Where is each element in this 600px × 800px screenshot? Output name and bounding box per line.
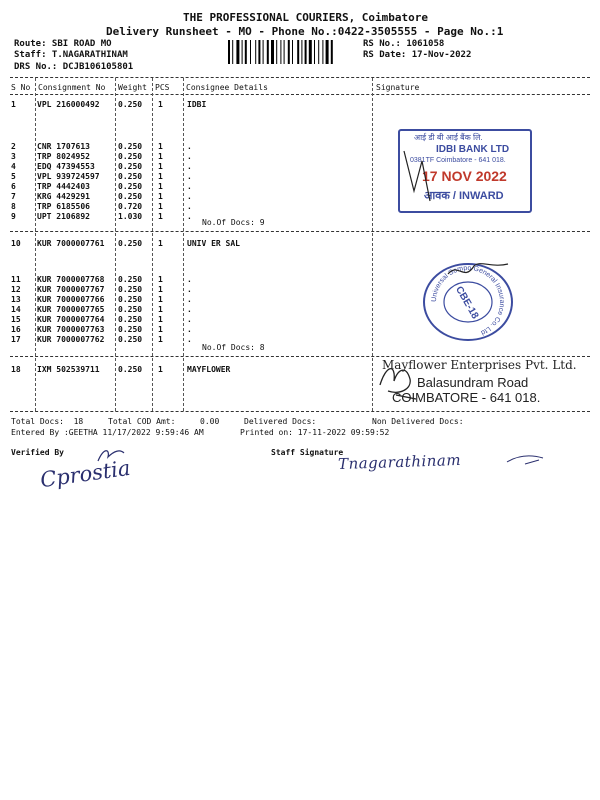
cell-pcs: 1 — [158, 305, 163, 314]
col-header-pcs: PCS — [155, 83, 170, 92]
verified-by-signature: Cprostia — [38, 455, 132, 493]
cell-sno: 15 — [11, 315, 21, 324]
col-header-signature: Signature — [376, 83, 420, 92]
cell-weight: 0.250 — [118, 325, 143, 334]
cell-sno: 4 — [11, 162, 16, 171]
col-separator — [35, 78, 36, 411]
cell-weight: 0.250 — [118, 192, 143, 201]
cell-consignment: KUR 7000007765 — [37, 305, 105, 314]
document-title: THE PROFESSIONAL COURIERS, Coimbatore — [183, 11, 429, 24]
cell-pcs: 1 — [158, 202, 163, 211]
idbi-stamp — [398, 129, 532, 213]
cell-weight: 0.250 — [118, 315, 143, 324]
table-bottom-rule — [10, 411, 590, 412]
verified-by-label: Verified By — [11, 448, 64, 457]
cell-consignee: . — [187, 212, 192, 221]
cell-weight: 0.250 — [118, 182, 143, 191]
total-docs: Total Docs: 18 — [11, 417, 84, 426]
cell-sno: 17 — [11, 335, 21, 344]
cell-sno: 5 — [11, 172, 16, 181]
cell-consignment: UPT 2106892 — [37, 212, 90, 221]
cell-sno: 10 — [11, 239, 21, 248]
rs-date: RS Date: 17-Nov-2022 — [363, 50, 472, 60]
signature-tail — [505, 450, 545, 470]
mayflower-stamp-line1: Mayflower Enterprises Pvt. Ltd. — [382, 358, 577, 372]
cell-consignment: VPL 216000492 — [37, 100, 100, 109]
cell-consignee: . — [187, 335, 192, 344]
cell-consignee: . — [187, 275, 192, 284]
cell-consignee: . — [187, 152, 192, 161]
cell-sno: 16 — [11, 325, 21, 334]
cell-sno: 1 — [11, 100, 16, 109]
cell-pcs: 1 — [158, 192, 163, 201]
cell-consignee: . — [187, 295, 192, 304]
cell-sno: 13 — [11, 295, 21, 304]
col-separator — [183, 78, 184, 411]
cell-weight: 0.250 — [118, 365, 143, 374]
cell-pcs: 1 — [158, 162, 163, 171]
idbi-stamp-branch: 0381TF Coimbatore - 641 018. — [410, 157, 506, 164]
cell-weight: 0.250 — [118, 305, 143, 314]
route-label: Route: SBI ROAD MO — [14, 39, 112, 49]
cell-consignment: KUR 7000007762 — [37, 335, 105, 344]
cell-consignee: IDBI — [187, 100, 207, 109]
cell-consignment: KUR 7000007767 — [37, 285, 105, 294]
cell-weight: 1.030 — [118, 212, 143, 221]
cell-consignment: KRG 4429291 — [37, 192, 90, 201]
group-doc-count: No.Of Docs: 8 — [202, 343, 265, 352]
cell-weight: 0.250 — [118, 239, 143, 248]
cell-weight: 0.250 — [118, 295, 143, 304]
cell-sno: 2 — [11, 142, 16, 151]
printed-on: Printed on: 17-11-2022 09:59:52 — [240, 428, 390, 437]
cell-sno: 11 — [11, 275, 21, 284]
cell-consignment: KUR 7000007768 — [37, 275, 105, 284]
cell-consignment: KUR 7000007764 — [37, 315, 105, 324]
col-separator — [152, 78, 153, 411]
cell-consignment: KUR 7000007763 — [37, 325, 105, 334]
cell-weight: 0.250 — [118, 285, 143, 294]
header-bottom-rule — [10, 94, 590, 95]
barcode — [228, 40, 356, 64]
staff-signature-label: Staff Signature — [271, 448, 344, 457]
cell-consignee: . — [187, 305, 192, 314]
idbi-stamp-date: 17 NOV 2022 — [422, 168, 507, 184]
cell-pcs: 1 — [158, 285, 163, 294]
cell-weight: 0.250 — [118, 172, 143, 181]
non-delivered-docs: Non Delivered Docs: — [372, 417, 464, 426]
col-header-weight: Weight — [118, 83, 147, 92]
header-top-rule — [10, 77, 590, 78]
cell-pcs: 1 — [158, 335, 163, 344]
cell-pcs: 1 — [158, 212, 163, 221]
cell-pcs: 1 — [158, 100, 163, 109]
cell-consignment: CNR 1707613 — [37, 142, 90, 151]
mayflower-stamp-line2: Balasundram Road — [417, 375, 529, 390]
cell-sno: 9 — [11, 212, 16, 221]
cell-consignee: . — [187, 325, 192, 334]
cell-weight: 0.250 — [118, 142, 143, 151]
cell-pcs: 1 — [158, 295, 163, 304]
cell-consignee: MAYFLOWER — [187, 365, 231, 374]
cell-consignee: . — [187, 172, 192, 181]
idbi-stamp-hindi: आई डी बी आई बैंक लि. — [414, 133, 483, 142]
cell-consignee: . — [187, 285, 192, 294]
cell-consignee: . — [187, 182, 192, 191]
mayflower-stamp-line3: COIMBATORE - 641 018. — [392, 390, 541, 405]
total-cod-label: Total COD Amt: — [108, 417, 176, 426]
cell-consignment: EDQ 47394553 — [37, 162, 95, 171]
cell-pcs: 1 — [158, 142, 163, 151]
idbi-stamp-bank: IDBI BANK LTD — [436, 144, 510, 155]
cell-pcs: 1 — [158, 275, 163, 284]
idbi-stamp-inward: आवक / INWARD — [424, 190, 504, 202]
group-rule — [10, 356, 590, 357]
group-doc-count: No.Of Docs: 9 — [202, 218, 265, 227]
cell-consignment: KUR 7000007761 — [37, 239, 105, 248]
drs-number: DRS No.: DCJB106105801 — [14, 62, 134, 72]
rs-number: RS No.: 1061058 — [363, 39, 445, 49]
svg-text:CBE-18: CBE-18 — [453, 284, 481, 321]
group-rule — [10, 231, 590, 232]
svg-text:Universal Sompo General Insura: Universal Sompo General Insurance Co. Ltd — [430, 264, 506, 337]
cell-consignee: . — [187, 202, 192, 211]
cell-consignment: KUR 7000007766 — [37, 295, 105, 304]
signature-flourish — [96, 445, 126, 465]
cell-pcs: 1 — [158, 325, 163, 334]
cell-consignment: VPL 939724597 — [37, 172, 100, 181]
col-separator — [115, 78, 116, 411]
col-header-sno: S No — [11, 83, 31, 92]
cell-weight: 0.720 — [118, 202, 143, 211]
cell-pcs: 1 — [158, 172, 163, 181]
cell-consignment: IXM 502539711 — [37, 365, 100, 374]
col-header-consignee: Consignee Details — [186, 83, 268, 92]
cell-sno: 3 — [11, 152, 16, 161]
idbi-stamp-signature — [400, 131, 440, 209]
cell-sno: 14 — [11, 305, 21, 314]
document-subtitle: Delivery Runsheet - MO - Phone No.:0422-3505555 - Page No.:1 — [106, 25, 504, 38]
col-separator — [372, 78, 373, 411]
staff-signature: Tnagarathinam — [337, 450, 462, 474]
cell-pcs: 1 — [158, 182, 163, 191]
cell-consignee: . — [187, 162, 192, 171]
col-header-consignment: Consignment No — [38, 83, 106, 92]
cell-weight: 0.250 — [118, 100, 143, 109]
staff-label: Staff: T.NAGARATHINAM — [14, 50, 128, 60]
cell-sno: 7 — [11, 192, 16, 201]
cell-consignee: UNIV ER SAL — [187, 239, 240, 248]
cell-consignment: TRP 8024952 — [37, 152, 90, 161]
cell-consignee: . — [187, 192, 192, 201]
mayflower-stamp-signature — [376, 355, 426, 405]
cell-weight: 0.250 — [118, 162, 143, 171]
cell-sno: 6 — [11, 182, 16, 191]
cell-weight: 0.250 — [118, 152, 143, 161]
cell-consignee: . — [187, 315, 192, 324]
cell-pcs: 1 — [158, 315, 163, 324]
cell-sno: 12 — [11, 285, 21, 294]
cell-weight: 0.250 — [118, 275, 143, 284]
delivered-docs: Delivered Docs: — [244, 417, 317, 426]
entered-by: Entered By :GEETHA 11/17/2022 9:59:46 AM — [11, 428, 204, 437]
cell-weight: 0.250 — [118, 335, 143, 344]
universal-sompo-stamp — [418, 262, 518, 342]
cell-sno: 18 — [11, 365, 21, 374]
cell-consignment: TRP 6185506 — [37, 202, 90, 211]
cell-pcs: 1 — [158, 152, 163, 161]
cell-consignee: . — [187, 142, 192, 151]
cell-pcs: 1 — [158, 365, 163, 374]
cell-sno: 8 — [11, 202, 16, 211]
total-cod-amount: 0.00 — [200, 417, 220, 426]
cell-consignment: TRP 4442403 — [37, 182, 90, 191]
cell-pcs: 1 — [158, 239, 163, 248]
